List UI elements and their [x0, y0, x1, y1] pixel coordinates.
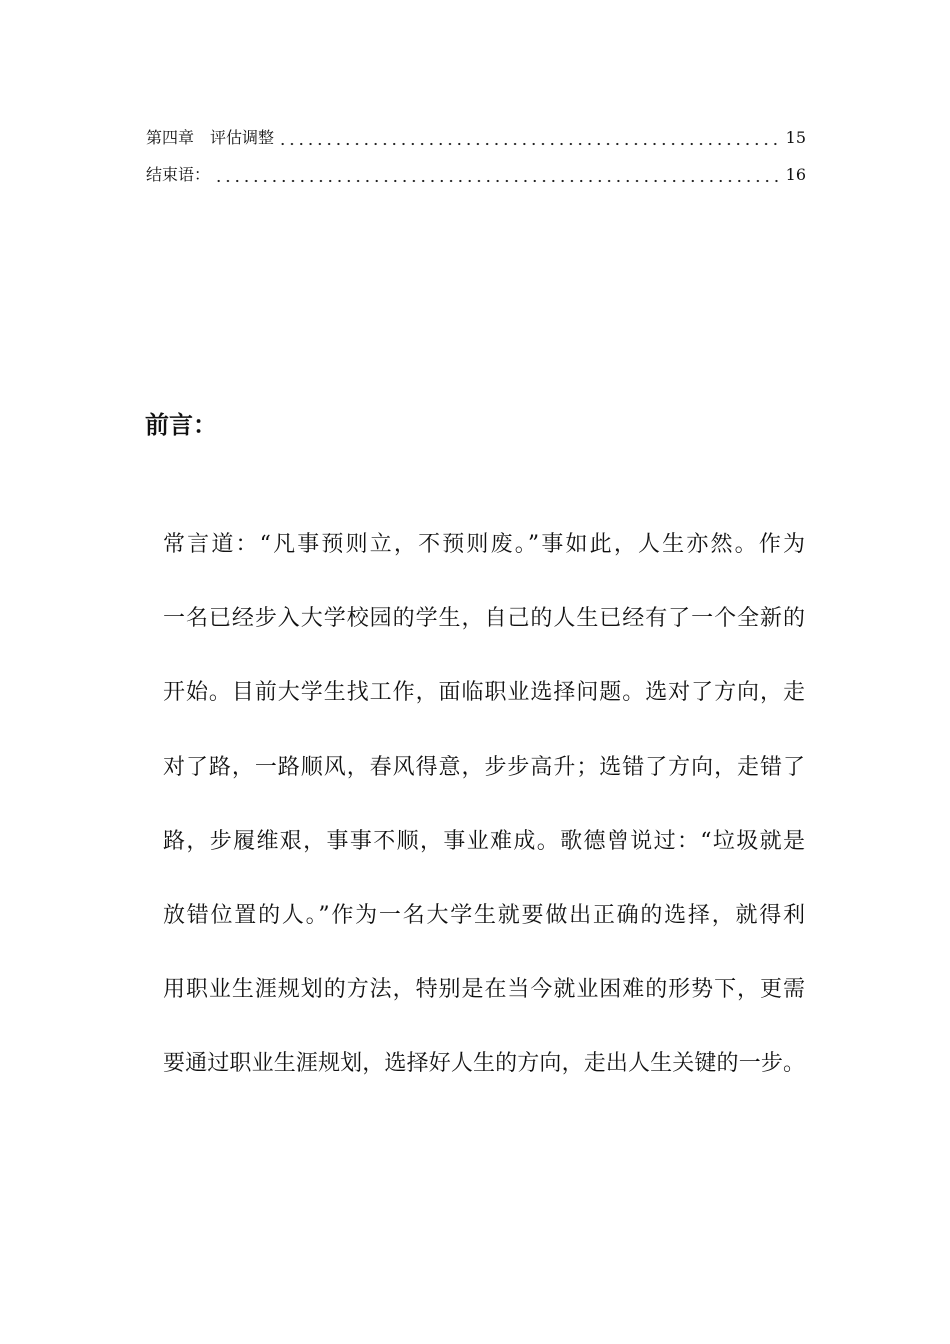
toc-dot-leader [214, 163, 780, 187]
toc-entry-conclusion [146, 163, 806, 187]
preface-paragraph [163, 508, 805, 1102]
toc-entry-label: 结束语： [146, 165, 211, 184]
paragraph-line: 开始。目前大学生找工作，面临职业选择问题。选对了方向，走 [163, 680, 805, 706]
toc-entry-chapter-four [146, 126, 806, 150]
paragraph-line: 放错位置的人。”作为一名大学生就要做出正确的选择，就得利 [163, 902, 805, 928]
toc-entry-label: 第四章 评估调整 [146, 128, 275, 147]
toc-entry-page-number: 16 [785, 165, 806, 184]
preface-heading: 前言： [145, 410, 217, 439]
toc-entry-page-number: 15 [785, 128, 806, 147]
paragraph-line: 用职业生涯规划的方法，特别是在当今就业困难的形势下，更需 [163, 977, 805, 1003]
paragraph-line: 对了路，一路顺风，春风得意，步步高升；选错了方向，走错了 [163, 754, 805, 780]
paragraph-line: 一名已经步入大学校园的学生，自己的人生已经有了一个全新的 [163, 606, 805, 632]
table-of-contents [146, 126, 806, 200]
paragraph-line: 要通过职业生涯规划，选择好人生的方向，走出人生关键的一步。 [163, 1051, 805, 1077]
toc-dot-leader [278, 126, 780, 150]
paragraph-line: 常言道：“凡事预则立，不预则废。”事如此，人生亦然。作为 [163, 532, 805, 557]
paragraph-line: 路，步履维艰，事事不顺，事业难成。歌德曾说过：“垃圾就是 [163, 828, 805, 854]
